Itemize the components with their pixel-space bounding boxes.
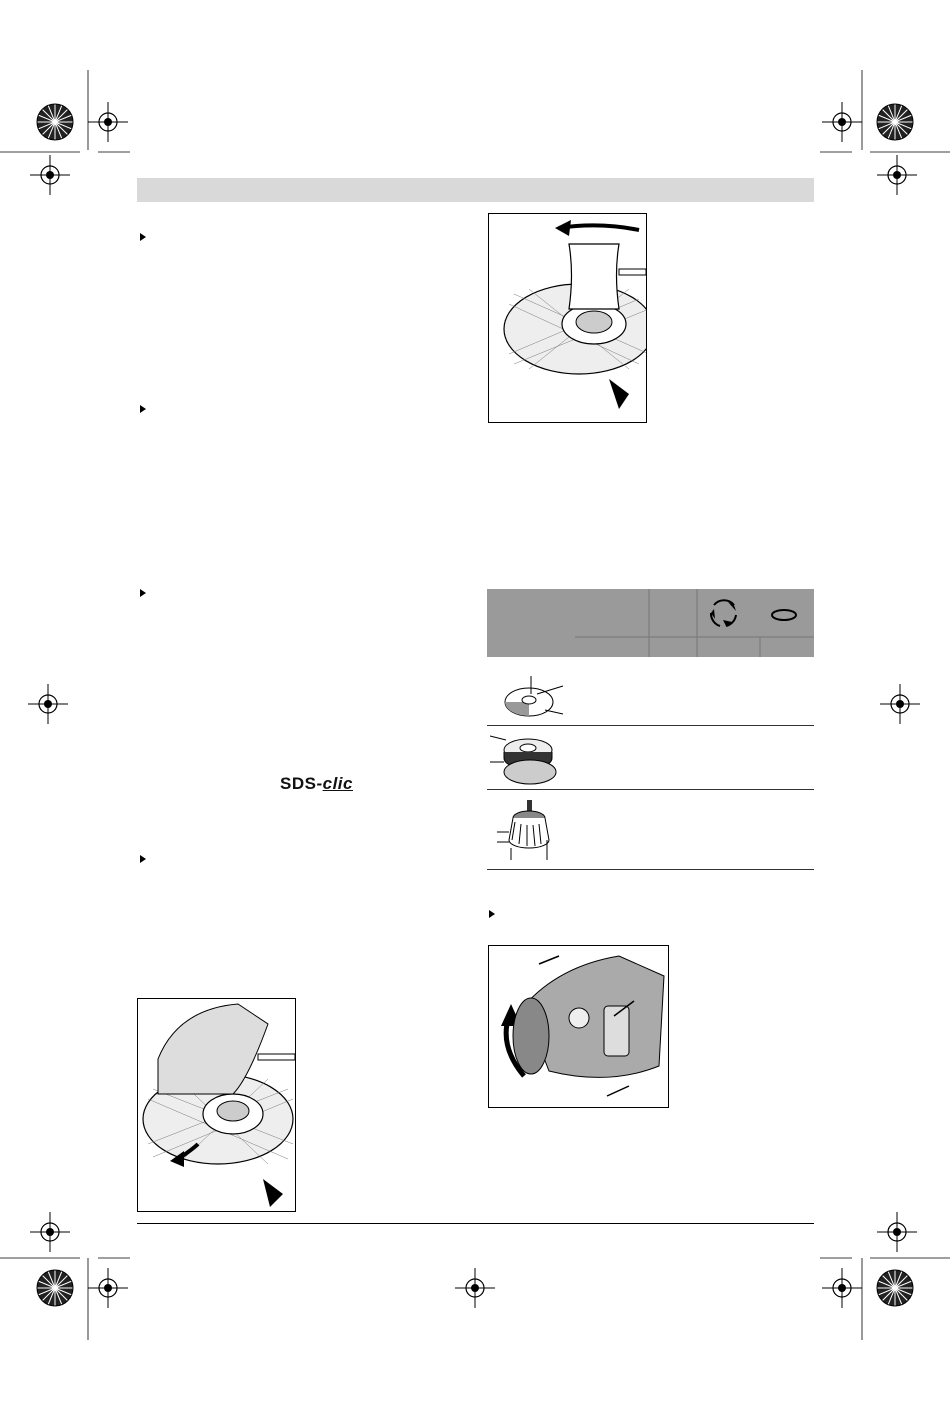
color-target-icon (37, 104, 73, 140)
registration-mark-icon (877, 155, 917, 195)
bullet-triangle-icon (140, 405, 146, 413)
recycle-icon (711, 600, 736, 626)
bullet-triangle-icon (140, 589, 146, 597)
flap-disc-illustration (490, 732, 570, 792)
grinding-disc-illustration (497, 672, 567, 727)
registration-mark-icon (822, 102, 862, 142)
table-row-divider (487, 725, 814, 726)
bullet-triangle-icon (489, 910, 495, 918)
registration-mark-icon (30, 1212, 70, 1252)
figure-spanner-wrench (488, 213, 647, 423)
registration-mark-icon (88, 1268, 128, 1308)
registration-mark-icon (822, 1268, 862, 1308)
cup-brush-illustration (497, 800, 557, 867)
footer-rule (137, 1223, 814, 1224)
table-bottom-line (487, 869, 814, 870)
color-target-icon (877, 1270, 913, 1306)
logo-prefix: SDS- (280, 774, 323, 793)
ring-icon (772, 610, 796, 620)
bullet-triangle-icon (140, 855, 146, 863)
table-header (487, 589, 814, 657)
logo-suffix: clic (322, 774, 353, 793)
table-row-divider (487, 789, 814, 790)
color-target-icon (37, 1270, 73, 1306)
color-target-icon (877, 104, 913, 140)
figure-gear-head-rotation (488, 945, 669, 1108)
figure-disc-hand-tighten (137, 998, 296, 1212)
registration-mark-icon (455, 1268, 495, 1308)
registration-mark-icon (28, 684, 68, 724)
registration-mark-icon (877, 1212, 917, 1252)
sds-clic-logo (280, 774, 353, 794)
bullet-triangle-icon (140, 233, 146, 241)
registration-mark-icon (30, 155, 70, 195)
registration-mark-icon (88, 102, 128, 142)
registration-mark-icon (880, 684, 920, 724)
